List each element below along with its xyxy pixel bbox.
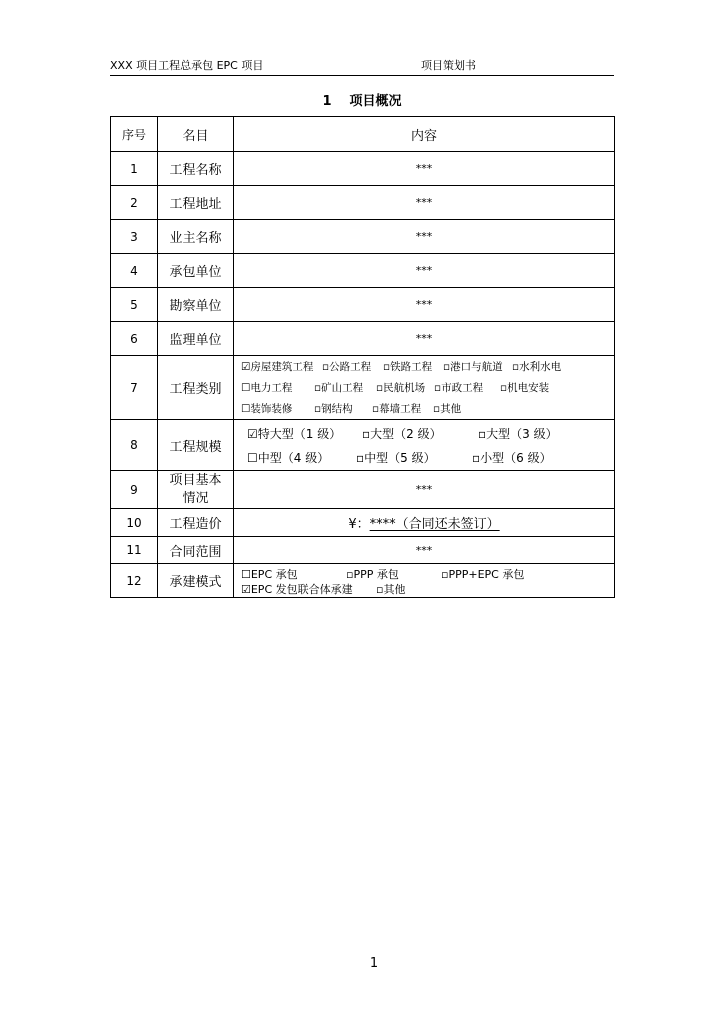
row-name: 承建模式 — [158, 564, 234, 598]
table-row — [111, 322, 615, 356]
option-checkbox[interactable]: ☐装饰装修 — [241, 403, 293, 415]
option-checkbox[interactable]: ▫幕墙工程 — [372, 403, 422, 415]
header-cell-name: 名目 — [158, 117, 234, 152]
option-line — [234, 356, 614, 377]
page-header — [110, 55, 614, 76]
section-number: 1 — [322, 94, 332, 109]
row-content — [234, 509, 615, 537]
row-no: 2 — [111, 186, 158, 220]
page-number: 1 — [369, 956, 379, 971]
table-header-row — [111, 117, 615, 152]
row-name: 工程规模 — [158, 420, 234, 471]
row-name: 工程地址 — [158, 186, 234, 220]
table-row — [111, 509, 615, 537]
row-no: 7 — [111, 356, 158, 420]
option-line — [234, 581, 614, 596]
row-content: *** — [234, 186, 615, 220]
table-row — [111, 288, 615, 322]
table-row — [111, 537, 615, 564]
table-row — [111, 152, 615, 186]
header-project-name: XXX 项目工程总承包 EPC 项目 — [110, 59, 264, 72]
option-checkbox[interactable]: ▫中型（5 级） — [356, 451, 436, 465]
project-overview-table — [110, 116, 615, 598]
row-name: 业主名称 — [158, 220, 234, 254]
option-checkbox[interactable]: ☑EPC 发包联合体承建 — [241, 582, 353, 596]
row-no: 4 — [111, 254, 158, 288]
row-name — [158, 471, 234, 509]
option-checkbox[interactable]: ☐电力工程 — [241, 382, 293, 394]
option-checkbox[interactable]: ☑房屋建筑工程 — [241, 361, 314, 373]
option-checkbox[interactable]: ▫小型（6 级） — [472, 451, 552, 465]
option-checkbox[interactable]: ▫港口与航道 — [443, 361, 503, 373]
option-checkbox[interactable]: ☑特大型（1 级） — [247, 427, 342, 441]
table-row — [111, 220, 615, 254]
row-name: 工程名称 — [158, 152, 234, 186]
row-content: *** — [234, 152, 615, 186]
option-line — [234, 445, 614, 469]
option-line — [234, 377, 614, 398]
row-name: 工程类别 — [158, 356, 234, 420]
row-no: 10 — [111, 509, 158, 537]
option-checkbox[interactable]: ▫其他 — [433, 403, 462, 415]
section-title — [0, 90, 724, 109]
row-no: 1 — [111, 152, 158, 186]
option-checkbox[interactable]: ▫机电安装 — [500, 382, 550, 394]
row-name: 承包单位 — [158, 254, 234, 288]
option-line — [234, 421, 614, 445]
option-checkbox[interactable]: ▫钢结构 — [314, 403, 353, 415]
header-cell-content: 内容 — [234, 117, 615, 152]
table-row — [111, 356, 615, 420]
option-checkbox[interactable]: ▫大型（2 级） — [362, 427, 442, 441]
header-cell-no: 序号 — [111, 117, 158, 152]
scale-options — [234, 420, 615, 471]
row-no: 5 — [111, 288, 158, 322]
option-checkbox[interactable]: ▫公路工程 — [322, 361, 372, 373]
row-content: *** — [234, 254, 615, 288]
row-content: *** — [234, 537, 615, 564]
row-no: 12 — [111, 564, 158, 598]
row-content: *** — [234, 288, 615, 322]
table-row — [111, 420, 615, 471]
row-name: 监理单位 — [158, 322, 234, 356]
category-options — [234, 356, 615, 420]
option-checkbox[interactable]: ▫铁路工程 — [383, 361, 433, 373]
table-row — [111, 254, 615, 288]
option-checkbox[interactable]: ☐EPC 承包 — [241, 567, 298, 581]
option-checkbox[interactable]: ☐中型（4 级） — [247, 451, 330, 465]
table-row — [111, 186, 615, 220]
row-name-line: 项目基本 — [169, 472, 222, 488]
option-checkbox[interactable]: ▫PPP+EPC 承包 — [441, 567, 525, 581]
row-content: *** — [234, 220, 615, 254]
option-checkbox[interactable]: ▫大型（3 级） — [478, 427, 558, 441]
row-no: 3 — [111, 220, 158, 254]
mode-options — [234, 564, 615, 598]
row-name: 合同范围 — [158, 537, 234, 564]
row-no: 6 — [111, 322, 158, 356]
option-checkbox[interactable]: ▫PPP 承包 — [346, 567, 399, 581]
row-content: *** — [234, 471, 615, 509]
option-checkbox[interactable]: ▫水利水电 — [512, 361, 562, 373]
row-no: 8 — [111, 420, 158, 471]
currency-prefix: ¥： — [348, 517, 370, 532]
table-row — [111, 471, 615, 509]
row-name: 工程造价 — [158, 509, 234, 537]
row-name: 勘察单位 — [158, 288, 234, 322]
header-doc-type: 项目策划书 — [421, 59, 476, 72]
option-checkbox[interactable]: ▫其他 — [376, 582, 406, 596]
row-content: *** — [234, 322, 615, 356]
option-checkbox[interactable]: ▫矿山工程 — [314, 382, 364, 394]
table-row — [111, 564, 615, 598]
option-checkbox[interactable]: ▫民航机场 — [376, 382, 426, 394]
cost-value: ****（合同还未签订） — [369, 517, 500, 532]
section-heading: 项目概况 — [349, 94, 402, 109]
option-line — [234, 398, 614, 419]
row-name-line: 情况 — [182, 490, 209, 506]
option-checkbox[interactable]: ▫市政工程 — [434, 382, 484, 394]
row-no: 11 — [111, 537, 158, 564]
row-no: 9 — [111, 471, 158, 509]
option-line — [234, 566, 614, 581]
